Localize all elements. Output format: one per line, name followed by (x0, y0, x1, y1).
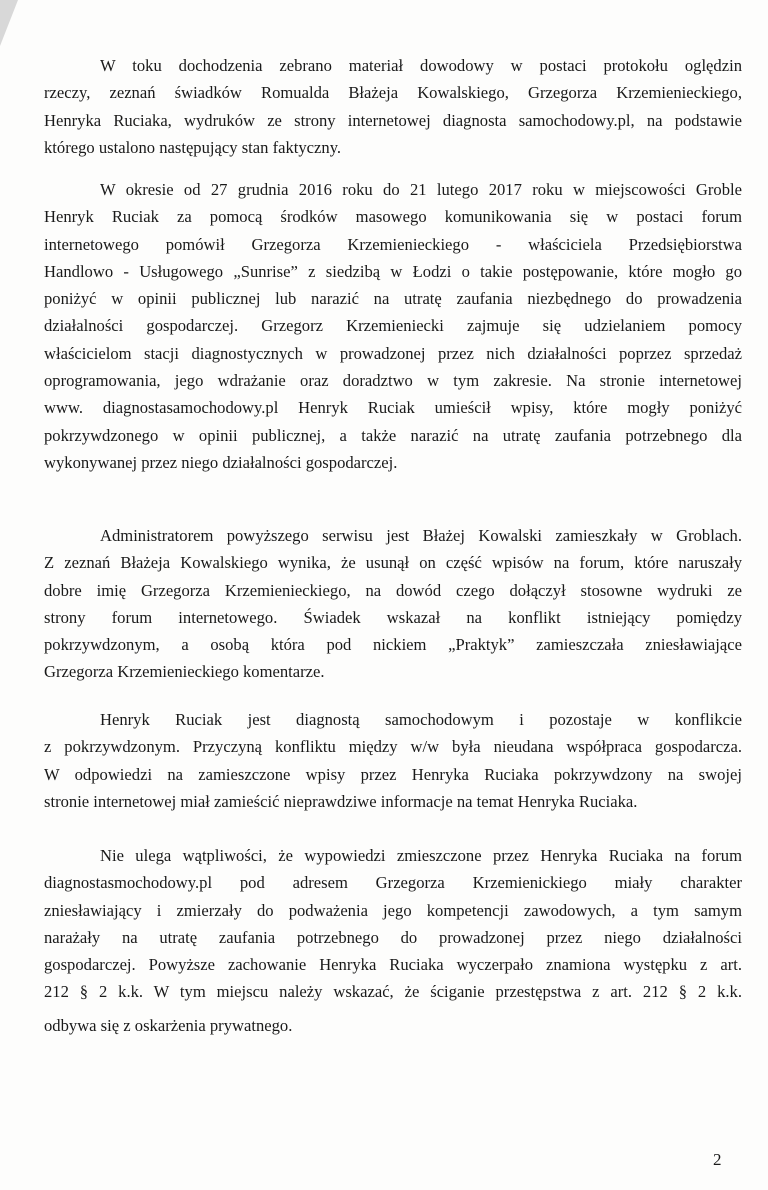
text-line: internetowego pomówił Grzegorza Krzemienieckiego - właściciela Przedsiębiorstwa (44, 234, 742, 254)
paragraph-2 (44, 176, 742, 476)
text-line: W okresie od 27 grudnia 2016 roku do 21 lutego 2017 roku w miejscowości Groble (100, 180, 742, 199)
text-line: odbywa się z oskarżenia prywatnego. (44, 1015, 293, 1035)
paragraph-1 (44, 52, 742, 161)
text-line: właścicielom stacji diagnostycznych w prowadzonej przez nich działalności poprzez sprzedaż (44, 343, 742, 363)
text-line: z pokrzywdzonym. Przyczyną konfliktu między w/w była nieudana współpraca gospodarcza. (44, 737, 742, 757)
text-line: Grzegorza Krzemienieckiego komentarze. (44, 662, 325, 682)
text-line: oprogramowania, jego wdrażanie oraz doradztwo w tym zakresie. Na stronie internetowej (44, 371, 742, 391)
text-line: narażały na utratę zaufania potrzebnego do prowadzonej przez niego działalności (44, 927, 742, 947)
text-line: rzeczy, zeznań świadków Romualda Błażeja Kowalskiego, Grzegorza Krzemienieckiego, (44, 83, 742, 103)
text-line: 212 § 2 k.k. W tym miejscu należy wskazać, że ściganie przestępstwa z art. 212 § 2 k.k. (44, 982, 742, 1002)
text-line: Henryk Ruciak za pomocą środków masowego komunikowania się w postaci forum (44, 207, 742, 227)
text-line: W odpowiedzi na zamieszczone wpisy przez Henryka Ruciaka pokrzywdzony na swojej (44, 764, 742, 784)
paragraph-4 (44, 706, 742, 815)
page-number: 2 (713, 1150, 722, 1169)
text-line: działalności gospodarczej. Grzegorz Krzemieniecki zajmuje się udzielaniem pomocy (44, 316, 742, 336)
text-line: Henryka Ruciaka, wydruków ze strony internetowej diagnosta samochodowy.pl, na podstawie (44, 110, 742, 130)
text-line: poniżyć w opinii publicznej lub narazić na utratę zaufania niezbędnego do prowadzenia (44, 289, 742, 309)
text-line: Administratorem powyższego serwisu jest Błażej Kowalski zamieszkały w Groblach. (100, 526, 742, 545)
text-line: gospodarczej. Powyższe zachowanie Henryka Ruciaka wyczerpało znamiona występku z art. (44, 955, 742, 975)
text-line: pokrzywdzonego w opinii publicznej, a także narazić na utratę zaufania potrzebnego dla (44, 425, 742, 445)
text-line: diagnostasmochodowy.pl pod adresem Grzegorza Krzemienickiego miały charakter (44, 873, 742, 893)
text-line: stronie internetowej miał zamieścić nieprawdziwe informacje na temat Henryka Ruciaka. (44, 791, 638, 811)
text-line: Z zeznań Błażeja Kowalskiego wynika, że usunął on część wpisów na forum, które naruszały (44, 553, 742, 573)
text-line: strony forum internetowego. Świadek wskazał na konflikt istniejący pomiędzy (44, 607, 742, 627)
text-line: pokrzywdzonym, a osobą która pod nickiem „Praktyk” zamieszczała zniesławiające (44, 635, 742, 655)
text-line: W toku dochodzenia zebrano materiał dowodowy w postaci protokołu oględzin (100, 56, 742, 75)
text-line: www. diagnostasamochodowy.pl Henryk Ruciak umieścił wpisy, które mogły poniżyć (44, 398, 742, 418)
text-line: Handlowo - Usługowego „Sunrise” z siedzibą w Łodzi o takie postępowanie, które mogło go (44, 261, 742, 281)
paragraph-3 (44, 522, 742, 686)
text-line: Nie ulega wątpliwości, że wypowiedzi zmieszczone przez Henryka Ruciaka na forum (100, 846, 742, 865)
text-line: wykonywanej przez niego działalności gospodarczej. (44, 452, 398, 472)
paragraph-5 (44, 842, 742, 1039)
text-line: zniesławiający i zmierzały do podważenia jego kompetencji zawodowych, a tym samym (44, 900, 742, 920)
scan-corner-fold (0, 0, 18, 46)
text-line: którego ustalono następujący stan faktyczny. (44, 137, 342, 157)
text-line: Henryk Ruciak jest diagnostą samochodowym i pozostaje w konflikcie (100, 710, 742, 729)
text-line: dobre imię Grzegorza Krzemienieckiego, na dowód czego dołączył stosowne wydruki ze (44, 580, 742, 600)
